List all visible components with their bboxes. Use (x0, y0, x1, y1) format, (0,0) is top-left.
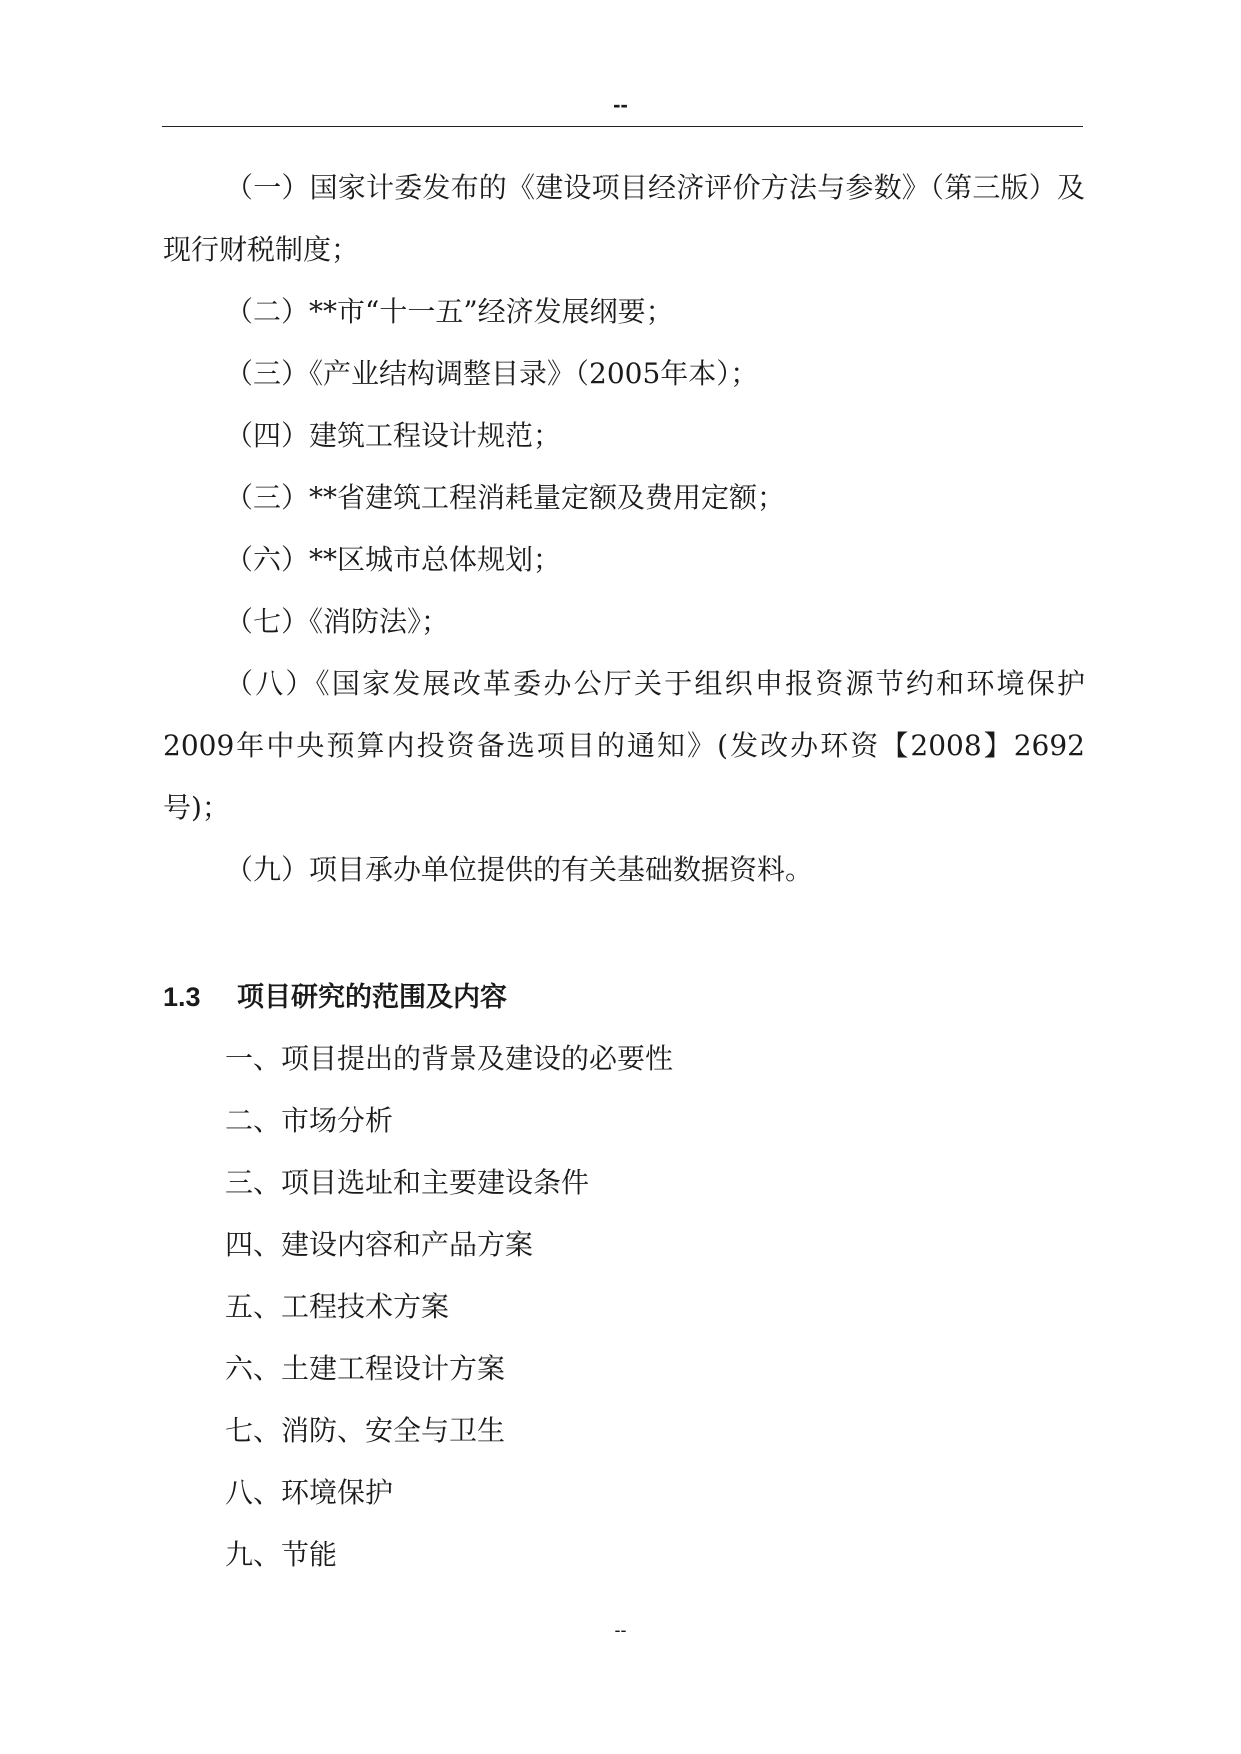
page-footer-mark: -- (614, 1620, 627, 1640)
scope-item-1: 一、项目提出的背景及建设的必要性 (225, 1042, 674, 1075)
basis-item-8: （八）《国家发展改革委办公厅关于组织申报资源节约和环境保护2009年中央预算内投资备选项目的通知》(发改办环资【2008】2692号)； (163, 667, 1085, 824)
basis-item-3: （三）《产业结构调整目录》（2005年本）； (225, 357, 759, 390)
scope-item-2: 二、市场分析 (225, 1104, 394, 1137)
scope-item-8: 八、环境保护 (225, 1476, 394, 1509)
basis-item-5: （三）**省建筑工程消耗量定额及费用定额； (225, 481, 786, 514)
scope-item-6: 六、土建工程设计方案 (225, 1352, 506, 1385)
basis-item-7: （七）《消防法》； (225, 605, 450, 638)
scope-item-5: 五、工程技术方案 (225, 1290, 450, 1323)
section-title: 项目研究的范围及内容 (237, 982, 507, 1012)
section-heading (163, 966, 1085, 1028)
basis-list (163, 157, 1085, 901)
section-1-3 (163, 966, 1085, 1586)
header-rule (162, 126, 1083, 127)
scope-item-4: 四、建设内容和产品方案 (225, 1228, 534, 1261)
scope-item-3: 三、项目选址和主要建设条件 (225, 1166, 590, 1199)
basis-item-2: （二）**市“十一五”经济发展纲要； (225, 295, 674, 328)
basis-item-9: （九）项目承办单位提供的有关基础数据资料。 (225, 853, 814, 886)
scope-item-7: 七、消防、安全与卫生 (225, 1414, 506, 1447)
basis-item-1: （一）国家计委发布的《建设项目经济评价方法与参数》（第三版）及现行财税制度； (163, 171, 1085, 266)
basis-item-6: （六）**区城市总体规划； (225, 543, 562, 576)
basis-item-4: （四）建筑工程设计规范； (225, 419, 562, 452)
section-number: 1.3 (163, 982, 201, 1012)
scope-item-9: 九、节能 (225, 1538, 338, 1571)
page-header-mark: -- (613, 92, 628, 117)
